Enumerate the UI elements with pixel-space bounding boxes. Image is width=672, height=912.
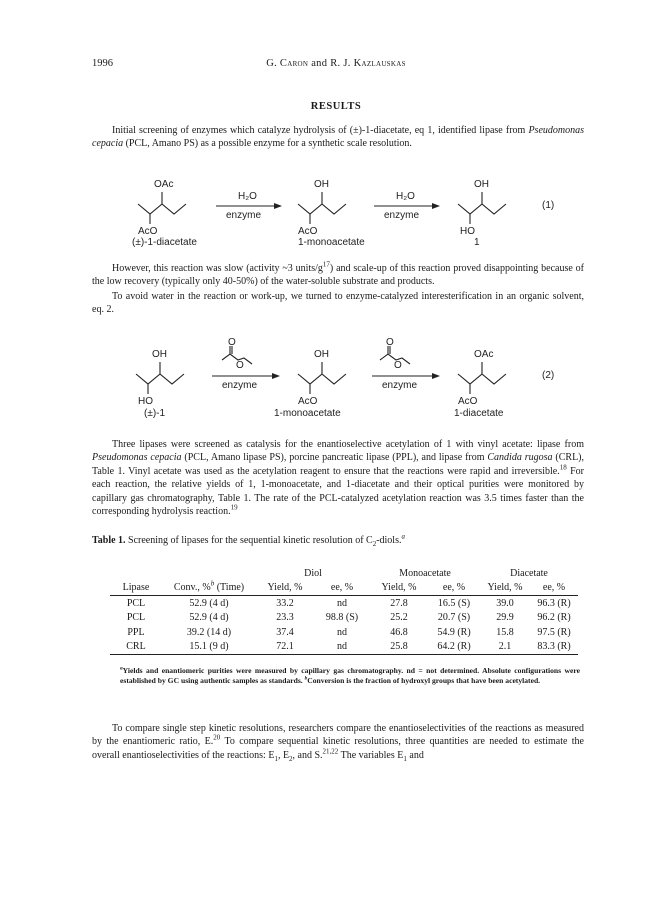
cell: 15.1 (9 d): [162, 640, 256, 655]
eq2-right-bottom-group: AcO: [458, 396, 478, 407]
cell: 52.9 (4 d): [189, 612, 229, 624]
cell: 25.2: [390, 612, 408, 624]
eq2-catalyst-2: enzyme: [382, 380, 418, 391]
eq2-mid-label: 1-monoacetate: [274, 408, 341, 418]
eq2-reagent-ester-o-2: O: [394, 360, 402, 371]
running-header-authors: G. Caron and R. J. Kazlauskas: [266, 58, 406, 69]
table-row: [110, 625, 578, 640]
eq1-mid-top-group: OH: [314, 179, 329, 190]
cell: 29.9: [496, 612, 514, 624]
table-column-header-row: [110, 581, 578, 596]
diol-skeleton-1: [458, 192, 506, 214]
table-1: [110, 566, 578, 655]
cell: 20.7 (S): [437, 612, 471, 624]
cell: 39.2 (14 d): [186, 626, 232, 638]
eq2-left-bottom-group: HO: [138, 396, 153, 407]
cell: 37.4: [276, 626, 294, 638]
paragraph-intro: Initial screening of enzymes which catalyze hydrolysis of (±)-1-diacetate, eq 1, identified lipase from Pseudomonas cepacia (PCL, Amano PS) as a possible enzyme for a synthetic scale resolution.: [92, 125, 584, 150]
paragraph-lipase-screening: Three lipases were screened as catalysis for the enantioselective acetylation of 1 with vinyl acetate: lipase from Pseudomonas cepacia (PCL, Amano lipase PS), porcine pancreatic lipase (PPL), and lipase from Candida rugosa (CRL), Table 1. Vinyl acetate was used as the acetylation reagent to ensure that the reactions were rapid and irreversible.$^{18}$ For each reaction, the relative yields of 1, 1-monoacetate, and 1-diacetate and their optical purities were monitored by capillary gas chromatography, Table 1. The rate of the PCL-catalyzed acetylation reaction was 3.5 times faster than the corresponding hydrolysis reaction.$^{19}$: [92, 439, 585, 518]
diacetate-skeleton: [138, 192, 186, 214]
cell: nd: [314, 640, 370, 655]
diacetate-skeleton-2: [458, 362, 506, 384]
cell: 64.2 (R): [428, 640, 480, 655]
eq1-catalyst-2: enzyme: [384, 210, 420, 221]
eq2-mid-top-group: OH: [314, 349, 329, 360]
cell: 27.8: [390, 597, 408, 609]
group-diacetate: Diacetate: [510, 567, 548, 579]
table-1-footnote: $^a$Yields and enantiomeric purities were measured by capillary gas chromatography. nd = not determined. Absolute configurations were established by GC using authentic samples as standards. $^b$Conversion is the fraction of hydroxyl groups that have been acetylated.: [120, 665, 580, 685]
group-monoacetate: Monoacetate: [399, 567, 451, 579]
eq2-right-top-group: OAc: [474, 349, 494, 360]
col-header-mono-ee: ee, %: [428, 581, 480, 596]
page-number: 1996: [92, 58, 113, 69]
monoacetate-skeleton-2: [298, 362, 346, 384]
eq1-reagent-2: H₂O: [396, 191, 415, 202]
eq1-reagent-1: H₂O: [238, 191, 257, 202]
eq2-reagent-carbonyl-1: O: [228, 337, 236, 348]
cell: 23.3: [276, 612, 294, 624]
cell: PCL: [126, 597, 146, 609]
table-1-caption: Table 1. Screening of lipases for the sequential kinetic resolution of $C_2-diols.^a$: [92, 532, 405, 548]
cell: 39.0: [496, 597, 514, 609]
cell: 2.1: [480, 640, 530, 655]
eq1-left-top-group: OAc: [154, 179, 174, 190]
eq2-left-label: (±)-1: [144, 408, 166, 418]
col-header-diol-ee: ee, %: [314, 581, 370, 596]
eq1-mid-bottom-group: AcO: [298, 226, 318, 237]
paragraph-enantioselectivity: To compare single step kinetic resolutions, researchers compare the enantioselectivities of the reactions as measured by the enantiomeric ratio, E.$^{20}$ To compare sequential kinetic resolutions, three quantities are needed to estimate the overall enantioselectivities of the reactions: $E_1$, $E_2$, and S.$^{21,22}$ The variables $E_1$ and: [92, 723, 584, 763]
eq2-reagent-ester-o-1: O: [236, 360, 244, 371]
paragraph-hydrolysis-issue: However, this reaction was slow (activity ~3 units/$g^{17}$) and scale-up of this reaction proved disappointing because of the low recovery (typically only 40-50%) of the water-soluble substrate and products.: [92, 260, 584, 288]
equation-2-scheme: [92, 336, 592, 418]
cell: 54.9 (R): [437, 626, 471, 638]
table-row: [110, 611, 578, 626]
paragraph-interesterification: To avoid water in the reaction or work-up, we turned to enzyme-catalyzed interesterification in an organic solvent, eq. 2.: [92, 291, 584, 316]
eq1-right-bottom-group: HO: [460, 226, 475, 237]
cell: 15.8: [496, 626, 514, 638]
cell: nd: [337, 597, 347, 609]
table-row: [110, 596, 578, 611]
cell: nd: [337, 626, 347, 638]
eq2-mid-bottom-group: AcO: [298, 396, 318, 407]
eq1-left-bottom-group: AcO: [138, 226, 158, 237]
cell: 25.8: [370, 640, 428, 655]
cell: PCL: [126, 612, 146, 624]
eq1-catalyst-1: enzyme: [226, 210, 262, 221]
eq1-left-label: (±)-1-diacetate: [132, 237, 197, 248]
eq2-right-label: 1-diacetate: [454, 408, 504, 418]
diol-skeleton-2: [136, 362, 184, 384]
cell: 46.8: [390, 626, 408, 638]
cell: 98.8 (S): [325, 612, 359, 624]
col-header-di-yield: Yield, %: [480, 581, 530, 596]
equation-number-1: (1): [542, 200, 555, 211]
cell: 52.9 (4 d): [189, 597, 229, 609]
equation-number-2: (2): [542, 370, 555, 381]
cell: 97.5 (R): [537, 626, 571, 638]
section-title: RESULTS: [310, 101, 362, 112]
col-header-di-ee: ee, %: [530, 581, 578, 596]
cell: 96.3 (R): [537, 597, 571, 609]
group-diol: Diol: [304, 567, 322, 579]
cell: 16.5 (S): [437, 597, 471, 609]
equation-1-scheme: [92, 168, 592, 248]
table-row: [110, 640, 578, 655]
eq1-right-label: 1: [474, 237, 480, 248]
cell: 72.1: [256, 640, 314, 655]
cell: 96.2 (R): [537, 612, 571, 624]
cell: PPL: [127, 626, 145, 638]
eq2-reagent-carbonyl-2: O: [386, 337, 394, 348]
eq2-catalyst-1: enzyme: [222, 380, 258, 391]
cell: 33.2: [276, 597, 294, 609]
cell: CRL: [110, 640, 162, 655]
cell: 83.3 (R): [530, 640, 578, 655]
monoacetate-skeleton-1: [298, 192, 346, 214]
eq1-right-top-group: OH: [474, 179, 489, 190]
col-header-diol-yield: Yield, %: [256, 581, 314, 596]
col-header-conversion: Conv., %$^b$ (Time): [162, 581, 256, 596]
col-header-lipase: Lipase: [110, 581, 162, 596]
table-group-header-row: [110, 566, 578, 581]
eq1-mid-label: 1-monoacetate: [298, 237, 365, 248]
col-header-mono-yield: Yield, %: [370, 581, 428, 596]
eq2-left-top-group: OH: [152, 349, 167, 360]
